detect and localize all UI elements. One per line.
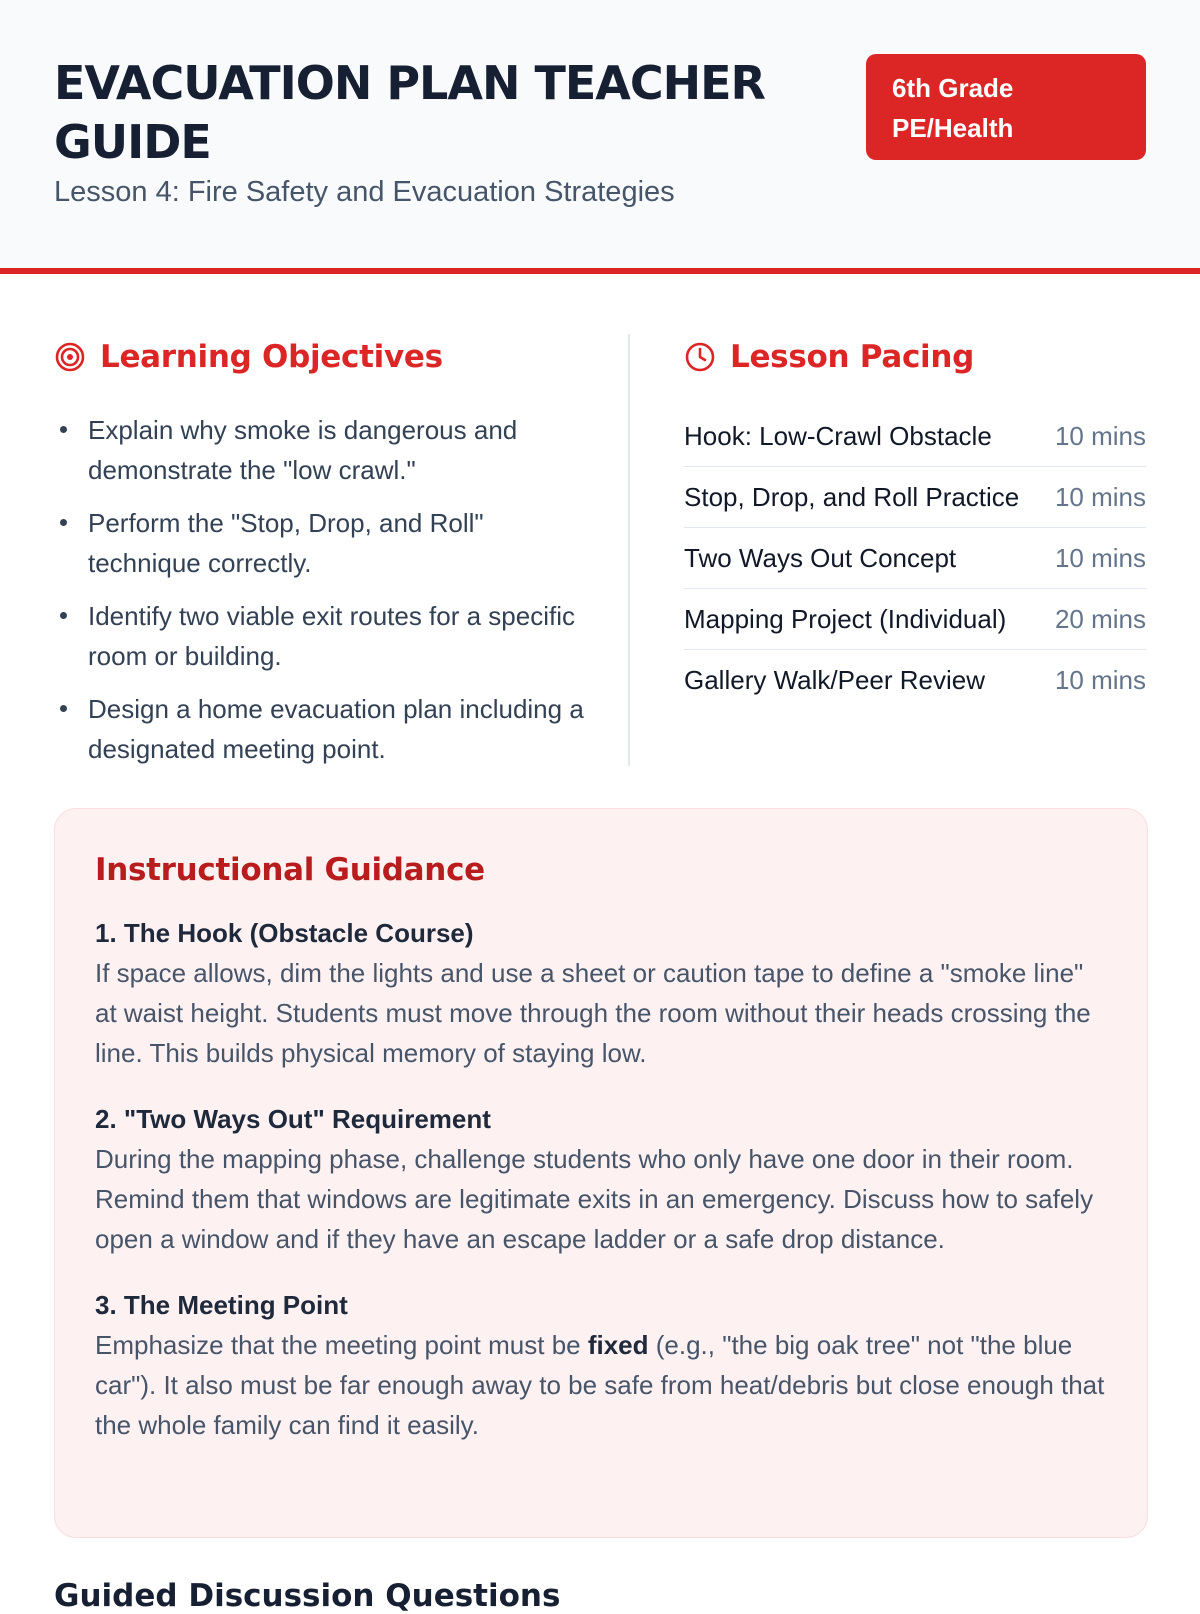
learning-objectives-heading [54, 330, 594, 384]
lesson-pacing-heading [684, 330, 1146, 384]
pacing-activity: Mapping Project (Individual) [684, 603, 1007, 634]
pacing-duration: 10 mins [1054, 542, 1146, 573]
pacing-duration: 10 mins [1054, 420, 1146, 451]
pacing-row [684, 467, 1146, 528]
learning-objectives-section [54, 330, 594, 782]
pacing-row [684, 650, 1146, 711]
objective-text: Design a home evacuation plan including a designated meeting point. [88, 694, 584, 764]
pacing-table [684, 406, 1146, 711]
pacing-duration: 10 mins [1054, 665, 1146, 695]
guidance-emphasis: fixed [587, 1330, 649, 1360]
pacing-row [684, 406, 1146, 467]
pacing-row [684, 589, 1146, 650]
document-header [0, 0, 1200, 274]
guidance-text-part: Emphasize that the meeting point must be [95, 1330, 588, 1360]
lesson-subtitle: Lesson 4: Fire Safety and Evacuation Strategies [54, 176, 675, 208]
pacing-row [684, 528, 1146, 589]
guidance-item [95, 913, 1107, 1073]
guidance-item-text [95, 1325, 1107, 1445]
bullet-icon [60, 426, 67, 433]
pacing-duration: 10 mins [1054, 481, 1146, 512]
guidance-item-title: 2. "Two Ways Out" Requirement [95, 1104, 491, 1134]
clock-icon [684, 341, 716, 373]
objective-item [54, 689, 594, 769]
bullet-icon [60, 612, 67, 619]
guidance-item-text: If space allows, dim the lights and use a sheet or caution tape to define a "smoke line" at waist height. Students must move through the room without their heads crossing the line. This builds physical memory of staying low. [95, 958, 1091, 1068]
target-icon [54, 341, 86, 373]
objective-item [54, 596, 594, 676]
column-divider [628, 334, 630, 766]
pacing-activity: Two Ways Out Concept [684, 542, 957, 573]
guidance-text-part: (e.g., "the big oak tree" not "the blue car"). It also must be far enough away to be safe from heat/debris but close enough that the whole family can find it easily. [95, 1330, 1105, 1440]
instructional-guidance-title: Instructional Guidance [95, 852, 485, 888]
objective-text: Explain why smoke is dangerous and demonstrate the "low crawl." [88, 415, 518, 485]
objective-item [54, 410, 594, 490]
guidance-item-title: 1. The Hook (Obstacle Course) [95, 918, 474, 948]
guidance-item-text: During the mapping phase, challenge students who only have one door in their room. Remind them that windows are legitimate exits in an emergency. Discuss how to safely open a window and if they have an escape ladder or a safe drop distance. [95, 1144, 1094, 1254]
objective-item [54, 503, 594, 583]
guidance-item [95, 1099, 1107, 1259]
pacing-activity: Gallery Walk/Peer Review [684, 665, 986, 695]
pacing-duration: 20 mins [1054, 603, 1146, 634]
document-title: EVACUATION PLAN TEACHER GUIDE [54, 56, 765, 169]
bullet-icon [60, 519, 67, 526]
lesson-pacing-section [684, 330, 1146, 711]
grade-badge: 6th Grade PE/Health [866, 54, 1146, 160]
learning-objectives-title: Learning Objectives [100, 339, 443, 375]
bullet-icon [60, 705, 67, 712]
guidance-item [95, 1285, 1107, 1445]
instructional-guidance-box [54, 808, 1148, 1538]
objectives-list [54, 410, 594, 769]
objective-text: Identify two viable exit routes for a specific room or building. [88, 601, 576, 671]
pacing-activity: Stop, Drop, and Roll Practice [684, 481, 1020, 512]
guidance-item-title: 3. The Meeting Point [95, 1290, 348, 1320]
lesson-pacing-title: Lesson Pacing [730, 339, 975, 375]
discussion-questions-heading: Guided Discussion Questions [54, 1578, 561, 1614]
objective-text: Perform the "Stop, Drop, and Roll" technique correctly. [88, 508, 484, 578]
pacing-activity: Hook: Low-Crawl Obstacle [684, 420, 992, 451]
